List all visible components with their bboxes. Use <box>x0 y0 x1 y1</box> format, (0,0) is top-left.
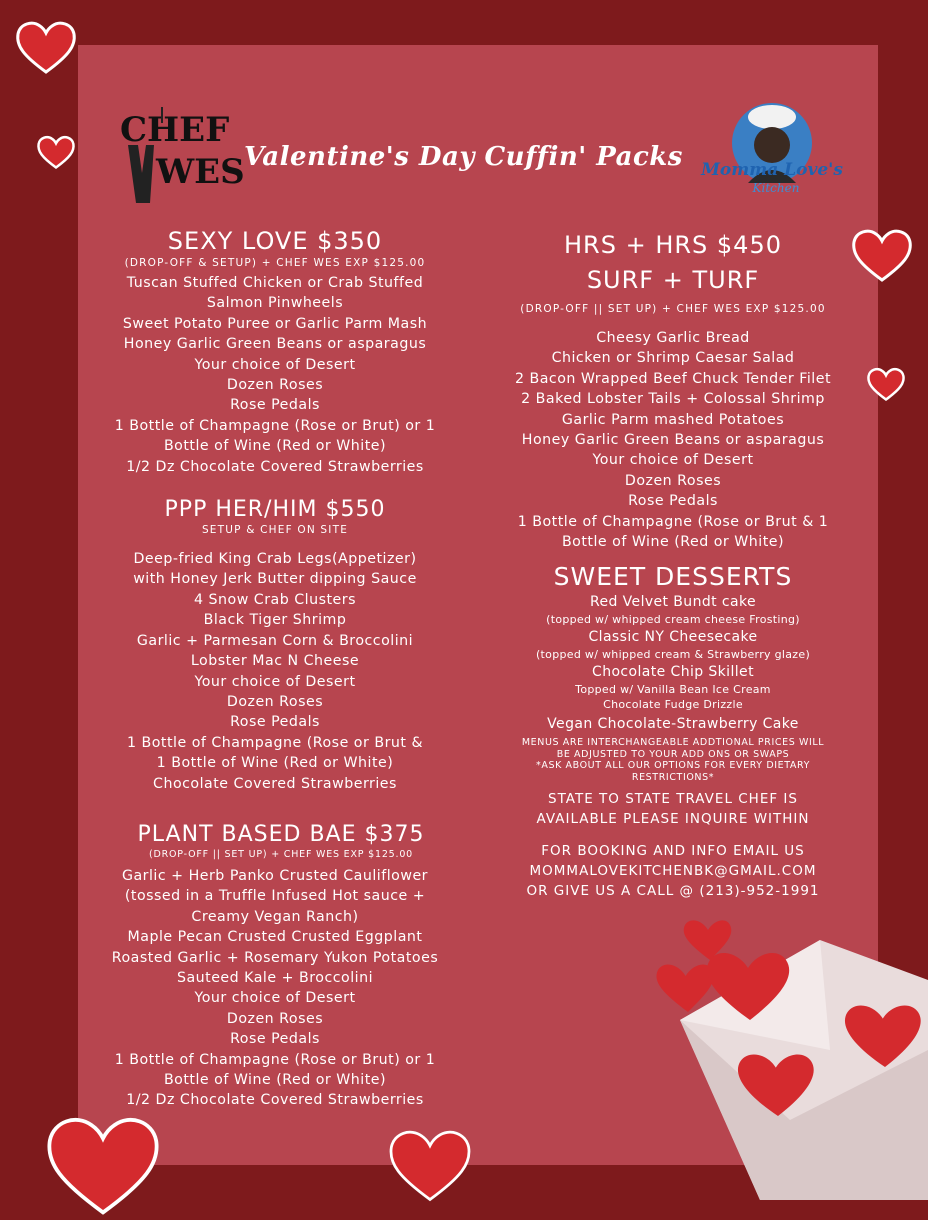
package-title: PPP HER/HIM $550 <box>164 497 386 523</box>
menu-item: Rose Pedals <box>628 493 718 510</box>
menu-item: 1 Bottle of Wine (Red or White) <box>156 755 394 772</box>
note-line: MENUS ARE INTERCHANGEABLE ADDTIONAL PRICES WILL <box>521 737 825 749</box>
chef-logo-word: CHEF <box>120 110 230 150</box>
menu-item: Salmon Pinwheels <box>206 295 344 312</box>
menu-item: Rose Pedals <box>230 1031 320 1048</box>
package-hrs-surf-turf <box>488 228 858 552</box>
package-plant-based-items <box>95 866 455 1111</box>
chef-wes-logo <box>116 103 245 213</box>
menu-item: Sauteed Kale + Broccolini <box>176 969 374 986</box>
dessert-item: Classic NY Cheesecake <box>588 629 758 646</box>
package-sexy-love <box>95 226 455 477</box>
menu-item: Chicken or Shrimp Caesar Salad <box>551 350 795 367</box>
chef-logo-name: WES <box>156 152 245 192</box>
menu-item: Lobster Mac N Cheese <box>190 653 360 670</box>
menu-item: Bottle of Wine (Red or White) <box>561 534 785 551</box>
menu-item: Chocolate Covered Strawberries <box>153 775 397 792</box>
menu-item: Maple Pecan Crusted Crusted Eggplant <box>127 929 423 946</box>
note-line: BE ADJUSTED TO YOUR ADD ONS OR SWAPS <box>556 748 790 760</box>
menu-notes <box>488 737 858 783</box>
menu-item: Honey Garlic Green Beans or asparagus <box>123 336 427 353</box>
dessert-note: Chocolate Fudge Drizzle <box>603 698 743 712</box>
menu-item: Your choice of Desert <box>194 356 356 373</box>
menu-item: 4 Snow Crab Clusters <box>193 591 357 608</box>
menu-item: 1/2 Dz Chocolate Covered Strawberries <box>126 1092 424 1109</box>
menu-item: Garlic + Herb Panko Crusted Cauliflower <box>121 867 429 884</box>
contact-line: FOR BOOKING AND INFO EMAIL US <box>541 843 805 860</box>
heart-icon <box>848 226 916 284</box>
menu-item: Garlic Parm mashed Potatoes <box>561 411 785 428</box>
menu-item: Deep-fried King Crab Legs(Appetizer) <box>133 551 417 568</box>
menu-item: with Honey Jerk Butter dipping Sauce <box>133 571 417 588</box>
menu-item: (tossed in a Truffle Infused Hot sauce + <box>124 888 426 905</box>
menu-item: 1 Bottle of Champagne (Rose or Brut) or 1 <box>114 1051 436 1068</box>
momma-loves-kitchen-logo <box>701 95 843 215</box>
right-column <box>488 228 858 901</box>
menu-item: 1 Bottle of Champagne (Rose or Brut & <box>126 734 424 751</box>
dessert-item: Chocolate Chip Skillet <box>592 664 754 681</box>
package-subtitle: SETUP & CHEF ON SITE <box>201 524 349 537</box>
package-subtitle: (DROP-OFF || SET UP) + CHEF WES EXP $125.00 <box>148 848 414 860</box>
menu-item: Roasted Garlic + Rosemary Yukon Potatoes <box>111 949 439 966</box>
menu-item: 1 Bottle of Champagne (Rose or Brut) or 1 <box>114 417 436 434</box>
menu-item: 1/2 Dz Chocolate Covered Strawberries <box>126 458 424 475</box>
menu-item: Your choice of Desert <box>592 452 754 469</box>
menu-item: Your choice of Desert <box>194 673 356 690</box>
menu-item: Dozen Roses <box>226 693 324 710</box>
dessert-note: (topped w/ whipped cream cheese Frosting) <box>546 613 800 627</box>
menu-item: Honey Garlic Green Beans or asparagus <box>521 432 825 449</box>
menu-item: 2 Bacon Wrapped Beef Chuck Tender Filet <box>514 370 832 387</box>
travel-line: STATE TO STATE TRAVEL CHEF IS <box>548 791 798 808</box>
menu-item: Creamy Vegan Ranch) <box>191 908 359 925</box>
menu-item: Tuscan Stuffed Chicken or Crab Stuffed <box>126 275 424 291</box>
momma-logo-kitchen: Kitchen <box>752 181 800 195</box>
left-column <box>95 226 455 1111</box>
dessert-item: Vegan Chocolate-Strawberry Cake <box>547 716 799 733</box>
note-line: RESTRICTIONS* <box>631 771 715 783</box>
menu-item: Cheesy Garlic Bread <box>596 330 750 346</box>
envelope-illustration <box>640 900 928 1200</box>
menu-item: Black Tiger Shrimp <box>203 612 347 629</box>
contact-info <box>488 841 858 901</box>
menu-item: Your choice of Desert <box>194 990 356 1007</box>
package-title: SEXY LOVE $350 <box>167 227 383 255</box>
section-title: SWEET DESSERTS <box>553 562 793 592</box>
travel-info <box>488 789 858 829</box>
heart-icon <box>28 1110 178 1220</box>
travel-line: AVAILABLE PLEASE INQUIRE WITHIN <box>536 811 810 828</box>
page-title: Valentine's Day Cuffin' Packs <box>244 142 683 172</box>
menu-item: Dozen Roses <box>226 377 324 394</box>
menu-item: Dozen Roses <box>624 472 722 489</box>
heart-icon <box>866 366 906 402</box>
package-title: PLANT BASED BAE $375 <box>137 821 425 847</box>
section-sweet-desserts <box>488 562 858 734</box>
menu-item: Rose Pedals <box>230 397 320 414</box>
package-subtitle: (DROP-OFF & SETUP) + CHEF WES EXP $125.00 <box>124 257 426 269</box>
heart-icon <box>36 134 76 170</box>
menu-item: Dozen Roses <box>226 1010 324 1027</box>
package-title-line2: SURF + TURF <box>586 266 760 294</box>
menu-item: Sweet Potato Puree or Garlic Parm Mash <box>122 315 428 332</box>
menu-item: 1 Bottle of Champagne (Rose or Brut & 1 <box>517 513 829 530</box>
menu-item: Bottle of Wine (Red or White) <box>163 438 387 455</box>
package-ppp <box>95 497 455 794</box>
package-title: HRS + HRS $450 <box>564 231 782 259</box>
menu-item: Bottle of Wine (Red or White) <box>163 1072 387 1088</box>
note-line: *ASK ABOUT ALL OUR OPTIONS FOR EVERY DIETARY <box>536 760 810 772</box>
dessert-note: Topped w/ Vanilla Bean Ice Cream <box>575 683 771 697</box>
menu-item: Garlic + Parmesan Corn & Broccolini <box>136 632 414 649</box>
heart-icon <box>382 1125 478 1205</box>
heart-icon <box>14 18 78 76</box>
package-plant-based <box>95 822 455 862</box>
menu-item: Rose Pedals <box>230 714 320 731</box>
package-subtitle: (DROP-OFF || SET UP) + CHEF WES EXP $125.00 <box>520 303 826 315</box>
contact-phone[interactable]: OR GIVE US A CALL @ (213)-952-1991 <box>526 883 820 900</box>
menu-item: 2 Baked Lobster Tails + Colossal Shrimp <box>521 391 825 408</box>
contact-email[interactable]: MOMMALOVEKITCHENBK@GMAIL.COM <box>529 863 817 880</box>
momma-logo-name: Momma Love's <box>701 160 843 180</box>
dessert-item: Red Velvet Bundt cake <box>590 594 756 611</box>
dessert-note: (topped w/ whipped cream & Strawberry glaze) <box>535 648 811 662</box>
